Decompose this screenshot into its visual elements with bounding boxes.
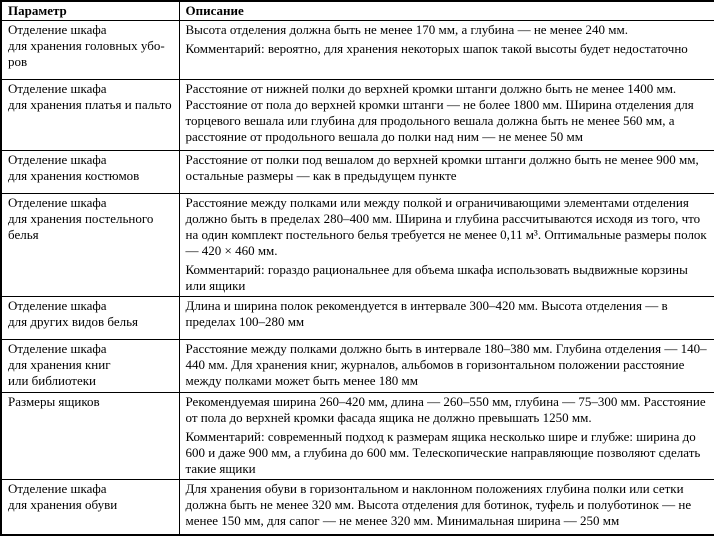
table-row: [1, 480, 714, 535]
desc-paragraph: Комментарий: гораздо рациональнее для объема шкафа использовать выдвижные корзины или ящики: [185, 262, 688, 293]
table-row: [1, 194, 714, 297]
column-header-desc: Описание: [179, 1, 714, 21]
desc-cell: [179, 194, 714, 297]
table-row: [1, 80, 714, 151]
desc-cell: [179, 480, 714, 535]
param-cell: Отделение шкафа для хранения постельного белья: [1, 194, 179, 297]
table-row: [1, 151, 714, 194]
desc-cell: [179, 21, 714, 80]
desc-paragraph: Расстояние от нижней полки до верхней кромки штанги должно быть не менее 1400 мм. Расстояние от пола до верхней кромки штанги — не более 1800 мм. Ширина отделения для торцевого вешала или глубина для продольного вешала должна быть не менее 560 мм, а расстояние от продольного вешала до полки над ним — не менее 50 мм: [185, 81, 694, 144]
desc-paragraph: Длина и ширина полок рекомендуется в интервале 300–420 мм. Высота отделения — в пределах 100–280 мм: [185, 298, 668, 329]
desc-paragraph: Рекомендуемая ширина 260–420 мм, длина — 260–550 мм, глубина — 75–300 мм. Расстояние от пола до верхней кромки фасада ящика не должно превышать 1250 мм.: [185, 394, 706, 425]
param-cell: Отделение шкафа для хранения обуви: [1, 480, 179, 535]
param-cell: Отделение шкафа для хранения головных убо- ров: [1, 21, 179, 80]
param-cell: Отделение шкафа для хранения костюмов: [1, 151, 179, 194]
table-row: [1, 297, 714, 340]
desc-cell: [179, 151, 714, 194]
param-cell: Отделение шкафа для других видов белья: [1, 297, 179, 340]
desc-paragraph: Высота отделения должна быть не менее 170 мм, а глубина — не менее 240 мм.: [185, 22, 628, 37]
table-row: [1, 21, 714, 80]
desc-paragraph: Расстояние между полками или между полкой и ограничивающими элементами отделения должно быть в пределах 280–400 мм. Ширина и глубина рассчитываются исходя из того, что на один комплект постельного белья требуется не менее 0,11 м³. Оптимальные размеры полок — 420 × 460 мм.: [185, 195, 707, 258]
table-row: [1, 393, 714, 480]
desc-cell: [179, 393, 714, 480]
desc-cell: [179, 80, 714, 151]
param-cell: Отделение шкафа для хранения платья и пальто: [1, 80, 179, 151]
desc-paragraph: Расстояние между полками должно быть в интервале 180–380 мм. Глубина отделения — 140–440 мм. Для хранения книг, журналов, альбомов в горизонтальном положении расстояние между полками может быть менее 180 мм: [185, 341, 707, 388]
table-header-row: [1, 1, 714, 21]
desc-cell: [179, 297, 714, 340]
header-row: [1, 1, 714, 21]
desc-paragraph: Комментарий: современный подход к размерам ящика несколько шире и глубже: ширина до 600 и даже 900 мм, а глубина до 600 мм. Телескопические направляющие позволяют сделать такие ящики: [185, 429, 701, 476]
param-cell: Отделение шкафа для хранения книг или библиотеки: [1, 340, 179, 393]
desc-paragraph: Комментарий: вероятно, для хранения некоторых шапок такой высоты будет недостаточно: [185, 41, 688, 56]
table-row: [1, 340, 714, 393]
desc-paragraph: Расстояние от полки под вешалом до верхней кромки штанги должно быть не менее 900 мм, остальные размеры — как в предыдущем пункте: [185, 152, 699, 183]
table-body: [1, 21, 714, 535]
desc-paragraph: Для хранения обуви в горизонтальном и наклонном положениях глубина полки или сетки должна быть не менее 320 мм. Высота отделения для ботинок, туфель и полуботинок — не менее 150 мм, для сапог — не менее 320 мм. Минимальная ширина — 250 мм: [185, 481, 692, 528]
param-cell: Размеры ящиков: [1, 393, 179, 480]
desc-cell: [179, 340, 714, 393]
column-header-param: Параметр: [1, 1, 179, 21]
